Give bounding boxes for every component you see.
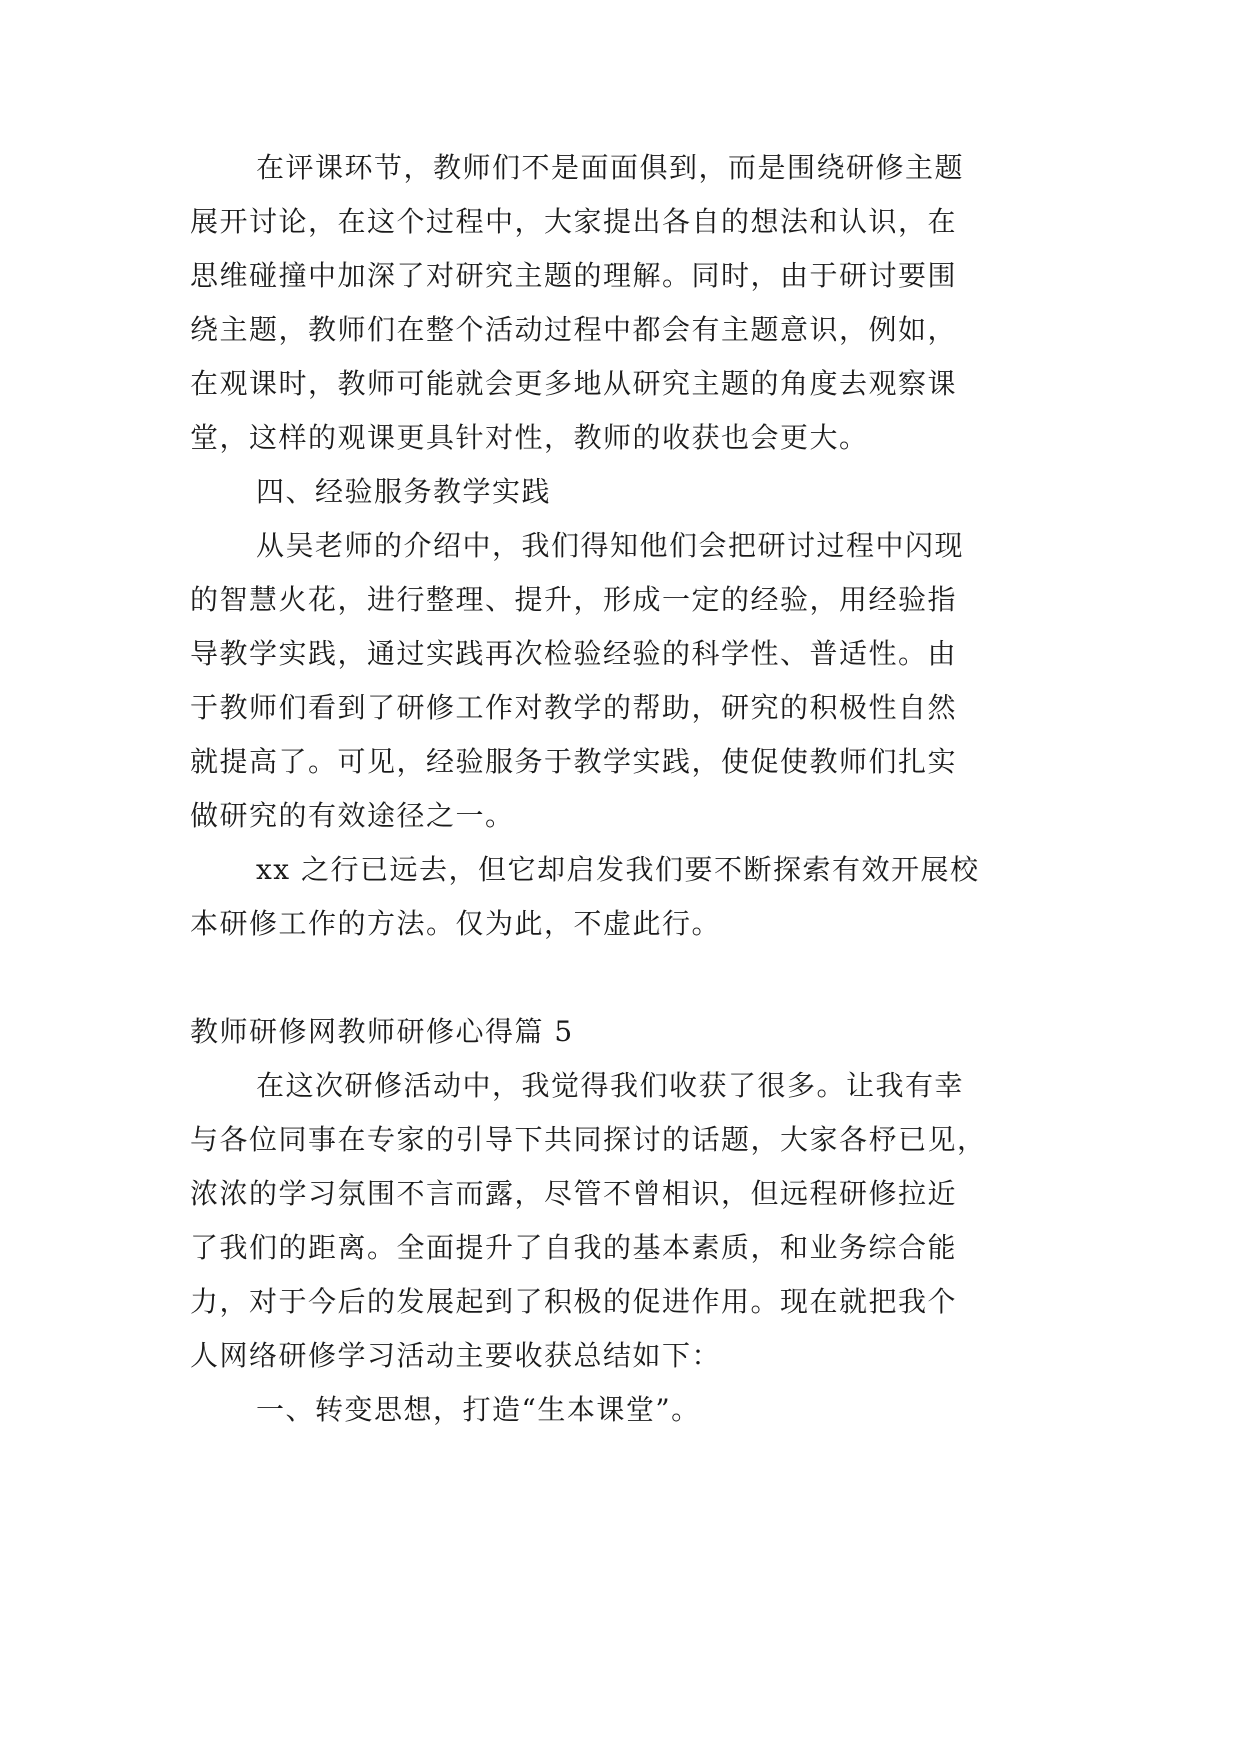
article-title: 教师研修网教师研修心得篇 5 <box>190 1015 574 1048</box>
paragraph-line: 本研修工作的方法。仅为此，不虚此行。 <box>190 907 722 940</box>
paragraph-line: 力，对于今后的发展起到了积极的促进作用。现在就把我个 <box>190 1285 958 1318</box>
paragraph-line: 做研究的有效途径之一。 <box>190 799 515 832</box>
paragraph-line: 了我们的距离。全面提升了自我的基本素质，和业务综合能 <box>190 1231 958 1264</box>
paragraph-line: 导教学实践，通过实践再次检验经验的科学性、普适性。由 <box>190 637 958 670</box>
paragraph-line: 于教师们看到了研修工作对教学的帮助，研究的积极性自然 <box>190 691 958 724</box>
paragraph-line: 在观课时，教师可能就会更多地从研究主题的角度去观察课 <box>190 367 958 400</box>
paragraph-line: 与各位同事在专家的引导下共同探讨的话题，大家各杼已见， <box>190 1123 987 1156</box>
paragraph-line: 展开讨论，在这个过程中，大家提出各自的想法和认识，在 <box>190 205 958 238</box>
paragraph-line: xx 之行已远去，但它却启发我们要不断探索有效开展校 <box>256 853 980 886</box>
paragraph-line: 人网络研修学习活动主要收获总结如下： <box>190 1339 722 1372</box>
paragraph-line: 就提高了。可见，经验服务于教学实践，使促使教师们扎实 <box>190 745 958 778</box>
paragraph-line: 堂，这样的观课更具针对性，教师的收获也会更大。 <box>190 421 869 454</box>
paragraph-line: 从吴老师的介绍中，我们得知他们会把研讨过程中闪现 <box>256 529 965 562</box>
paragraph-line: 浓浓的学习氛围不言而露，尽管不曾相识，但远程研修拉近 <box>190 1177 958 1210</box>
paragraph-line: 在这次研修活动中，我觉得我们收获了很多。让我有幸 <box>256 1069 965 1102</box>
paragraph-line: 思维碰撞中加深了对研究主题的理解。同时，由于研讨要围 <box>190 259 958 292</box>
paragraph-line: 的智慧火花，进行整理、提升，形成一定的经验，用经验指 <box>190 583 958 616</box>
section-heading: 四、经验服务教学实践 <box>256 475 552 508</box>
paragraph-line: 在评课环节，教师们不是面面俱到，而是围绕研修主题 <box>256 151 965 184</box>
paragraph-line: 绕主题，教师们在整个活动过程中都会有主题意识，例如， <box>190 313 958 346</box>
section-heading: 一、转变思想，打造“生本课堂”。 <box>256 1393 701 1426</box>
